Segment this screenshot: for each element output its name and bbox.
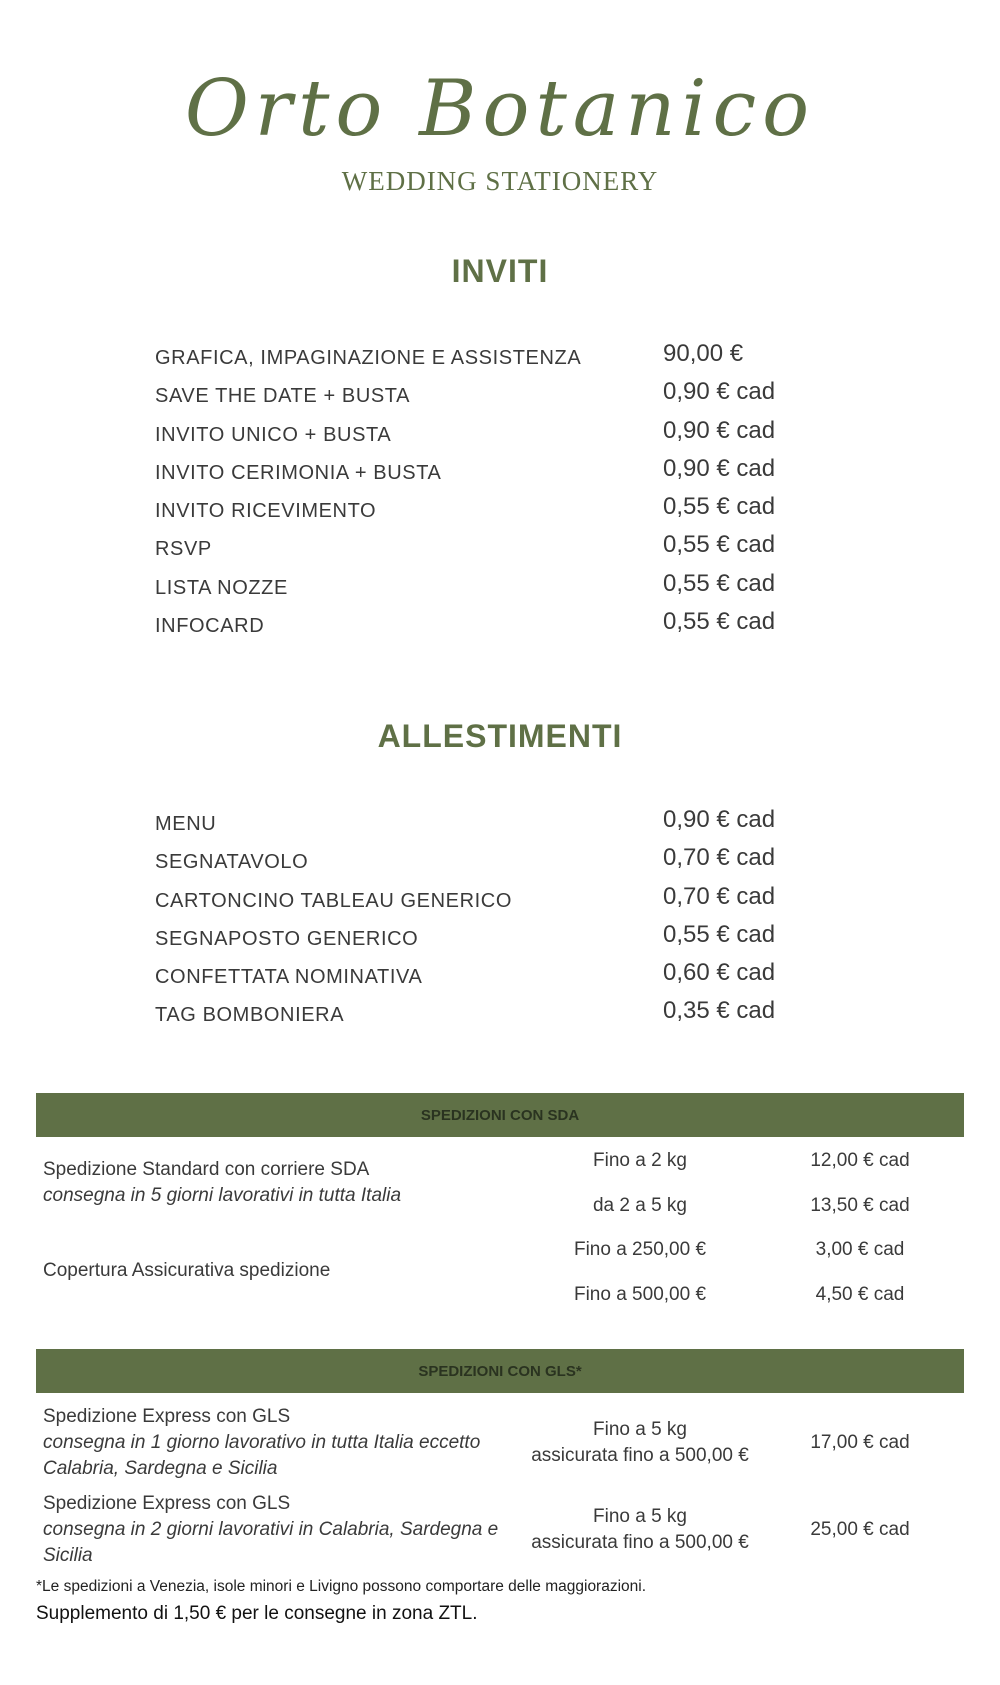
gls-row-range: Fino a 5 kg: [593, 1419, 687, 1440]
gls-row-detail: consegna in 1 giorno lavorativo in tutta Italia eccetto: [43, 1432, 481, 1453]
item-price: 0,70 € cad: [663, 882, 776, 910]
brand-logo: Orto Botanico: [184, 64, 816, 154]
item-label: LISTA NOZZE: [155, 576, 288, 599]
sda-standard-name: Spedizione Standard con corriere SDA: [43, 1159, 370, 1180]
shipping-surcharge-note: *Le spedizioni a Venezia, isole minori e Livigno possono comportare delle maggiorazioni.: [36, 1578, 647, 1595]
item-label: SEGNATAVOLO: [155, 851, 309, 874]
item-label: TAG BOMBONIERA: [155, 1004, 345, 1027]
list-item: [155, 805, 795, 843]
sda-tier-range: da 2 a 5 kg: [592, 1195, 688, 1216]
list-item: [155, 492, 795, 530]
brand-subtitle: WEDDING STATIONERY: [341, 166, 659, 196]
sda-tier-price: 13,50 € cad: [810, 1195, 910, 1216]
list-item: [155, 996, 795, 1034]
item-price: 0,90 € cad: [663, 378, 776, 406]
allestimenti-price-list: [155, 805, 795, 1035]
item-price: 0,55 € cad: [663, 569, 776, 597]
list-item: [155, 607, 795, 645]
list-item: [155, 920, 795, 958]
item-label: INVITO RICEVIMENTO: [155, 500, 377, 523]
section-title-allestimenti: ALLESTIMENTI: [377, 718, 623, 754]
inviti-price-list: [155, 339, 795, 645]
sda-tier-range: Fino a 2 kg: [593, 1150, 687, 1171]
insurance-tier-price: 3,00 € cad: [815, 1239, 905, 1260]
list-item: [155, 958, 795, 996]
item-label: SAVE THE DATE + BUSTA: [155, 385, 411, 408]
sda-insurance-name: Copertura Assicurativa spedizione: [43, 1260, 331, 1281]
item-price: 0,55 € cad: [663, 920, 776, 948]
item-price: 0,90 € cad: [663, 416, 776, 444]
ztl-supplement-note: Supplemento di 1,50 € per le consegne in zona ZTL.: [36, 1603, 478, 1624]
gls-row-range: Fino a 5 kg: [593, 1506, 687, 1527]
insurance-tier-range: Fino a 500,00 €: [573, 1284, 707, 1305]
gls-row-detail: Sicilia: [43, 1545, 93, 1566]
sda-tier-price: 12,00 € cad: [810, 1150, 910, 1171]
gls-row-detail: consegna in 2 giorni lavorativi in Calabria, Sardegna e: [43, 1519, 499, 1540]
gls-row-range: assicurata fino a 500,00 €: [531, 1445, 749, 1466]
insurance-tier-range: Fino a 250,00 €: [573, 1239, 707, 1260]
list-item: [155, 339, 795, 377]
sda-standard-detail: consegna in 5 giorni lavorativi in tutta Italia: [43, 1185, 402, 1206]
section-title-inviti: INVITI: [451, 253, 549, 289]
list-item: [155, 882, 795, 920]
item-price: 90,00 €: [663, 340, 744, 367]
gls-row-price: 17,00 € cad: [810, 1432, 910, 1453]
item-label: INVITO UNICO + BUSTA: [155, 423, 392, 446]
item-price: 0,55 € cad: [663, 608, 776, 636]
list-item: [155, 416, 795, 454]
gls-row-name: Spedizione Express con GLS: [43, 1493, 291, 1514]
gls-row-price: 25,00 € cad: [810, 1519, 910, 1540]
item-label: CONFETTATA NOMINATIVA: [155, 966, 423, 989]
item-price: 0,90 € cad: [663, 806, 776, 833]
item-price: 0,35 € cad: [663, 997, 776, 1025]
item-label: CARTONCINO TABLEAU GENERICO: [155, 889, 513, 912]
item-label: MENU: [155, 813, 217, 835]
sda-shipping-header: SPEDIZIONI CON SDA: [36, 1093, 964, 1137]
list-item: [155, 530, 795, 568]
item-label: INVITO CERIMONIA + BUSTA: [155, 461, 442, 484]
gls-row-detail: Calabria, Sardegna e Sicilia: [43, 1458, 278, 1479]
gls-row-name: Spedizione Express con GLS: [43, 1406, 291, 1427]
list-item: [155, 377, 795, 415]
insurance-tier-price: 4,50 € cad: [815, 1284, 905, 1305]
gls-shipping-header: SPEDIZIONI CON GLS*: [36, 1349, 964, 1393]
item-price: 0,60 € cad: [663, 959, 776, 987]
item-label: INFOCARD: [155, 615, 265, 638]
item-price: 0,70 € cad: [663, 844, 776, 872]
item-label: SEGNAPOSTO GENERICO: [155, 927, 419, 950]
item-label: GRAFICA, IMPAGINAZIONE E ASSISTENZA: [155, 347, 582, 369]
gls-row-range: assicurata fino a 500,00 €: [531, 1532, 749, 1553]
list-item: [155, 843, 795, 881]
item-price: 0,55 € cad: [663, 531, 776, 559]
list-item: [155, 569, 795, 607]
item-price: 0,55 € cad: [663, 493, 776, 521]
item-price: 0,90 € cad: [663, 454, 776, 482]
list-item: [155, 454, 795, 492]
item-label: RSVP: [155, 538, 212, 561]
